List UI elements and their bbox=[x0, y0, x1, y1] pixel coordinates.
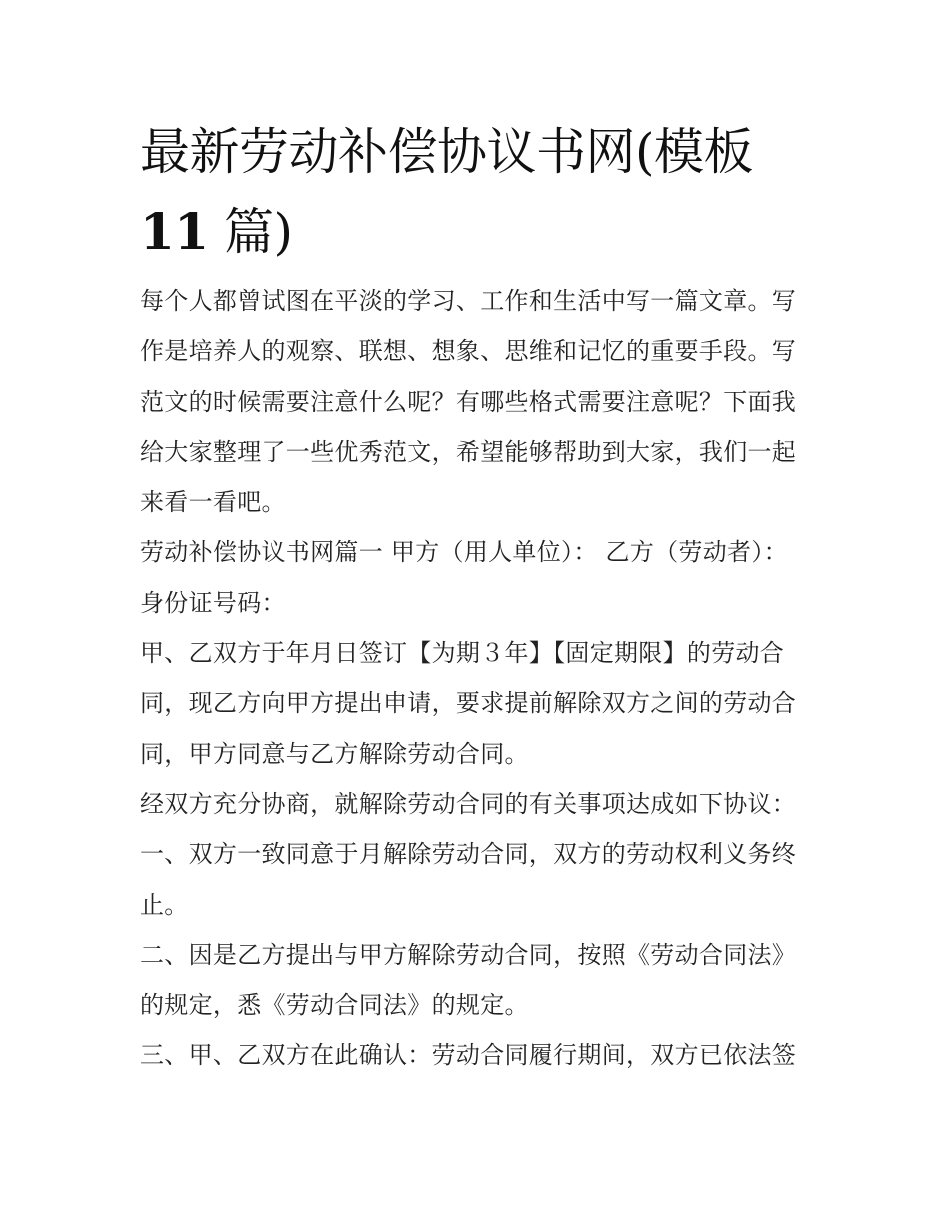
agreement-lead-paragraph: 经双方充分协商，就解除劳动合同的有关事项达成如下协议： bbox=[140, 789, 797, 818]
title-line-2: 篇) bbox=[224, 203, 293, 261]
clause-1-paragraph: 一、双方一致同意于月解除劳动合同，双方的劳动权利义务终止。 bbox=[140, 840, 797, 919]
clause-2-paragraph: 二、因是乙方提出与甲方解除劳动合同，按照《劳动合同法》的规定，悉《劳动合同法》的规定。 bbox=[140, 940, 797, 1020]
intro-paragraph: 每个人都曾试图在平淡的学习、工作和生活中写一篇文章。写作是培养人的观察、联想、想象、思维和记忆的重要手段。写范文的时候需要注意什么呢？有哪些格式需要注意呢？下面我给大家整理了一些优秀范文，希望能够帮助到大家，我们一起来看一看吧。 bbox=[140, 287, 797, 517]
document-content bbox=[140, 112, 820, 1081]
document-title-block bbox=[140, 112, 820, 272]
parties-paragraph: 劳动补偿协议书网篇一 甲方（用人单位）： 乙方（劳动者）： 身份证号码： bbox=[140, 538, 788, 617]
title-count: 11 bbox=[140, 202, 209, 261]
title-line-1: 最新劳动补偿协议书网(模板 bbox=[140, 123, 754, 181]
clause-3-paragraph: 三、甲、乙双方在此确认：劳动合同履行期间，双方已依法签 bbox=[140, 1041, 797, 1070]
document-body bbox=[140, 276, 820, 1081]
document-title bbox=[140, 112, 820, 272]
contract-paragraph: 甲、乙双方于年月日签订【为期３年】【固定期限】的劳动合同，现乙方向甲方提出申请，要求提前解除双方之间的劳动合同，甲方同意与乙方解除劳动合同。 bbox=[140, 639, 797, 768]
